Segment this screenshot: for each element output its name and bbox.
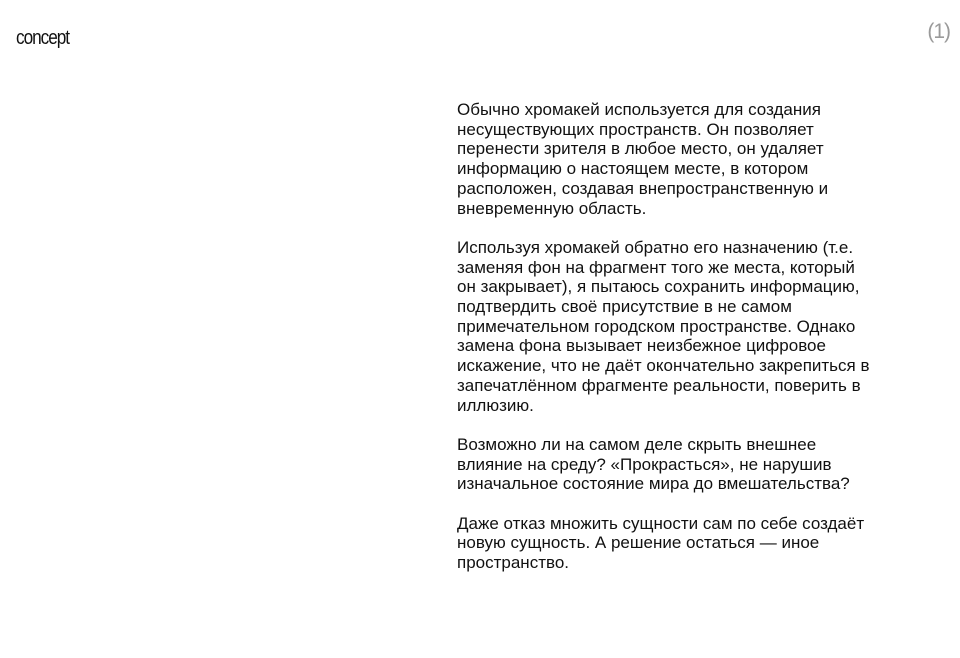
paragraph-2: Используя хромакей обратно его назначению (т.е. заменяя фон на фрагмент того же места, который он закрывает), я пытаюсь сохранить информацию, подтвердить своё присутствие в не самом примечательном городском пространстве. Однако замена фона вызывает неизбежное цифровое искажение, что не даёт окончательно закрепиться в запечатлённом фрагменте реальности, поверить в иллюзию. bbox=[457, 237, 870, 415]
concept-text-block bbox=[457, 100, 927, 573]
page-number: (1) bbox=[927, 20, 950, 43]
paragraph-1: Обычно хромакей используется для создания несуществующих пространств. Он позволяет перенести зрителя в любое место, он удаляет информацию о настоящем месте, в котором расположен, создавая внепространственную и вневременную область. bbox=[457, 100, 829, 218]
paragraph-4: Даже отказ множить сущности сам по себе создаёт новую сущность. А решение остаться — иное пространство. bbox=[457, 513, 865, 573]
page-title: concept bbox=[16, 27, 70, 49]
paragraph-3: Возможно ли на самом деле скрыть внешнее влияние на среду? «Прокрасться», не нарушив изначальное состояние мира до вмешательства? bbox=[457, 434, 850, 494]
